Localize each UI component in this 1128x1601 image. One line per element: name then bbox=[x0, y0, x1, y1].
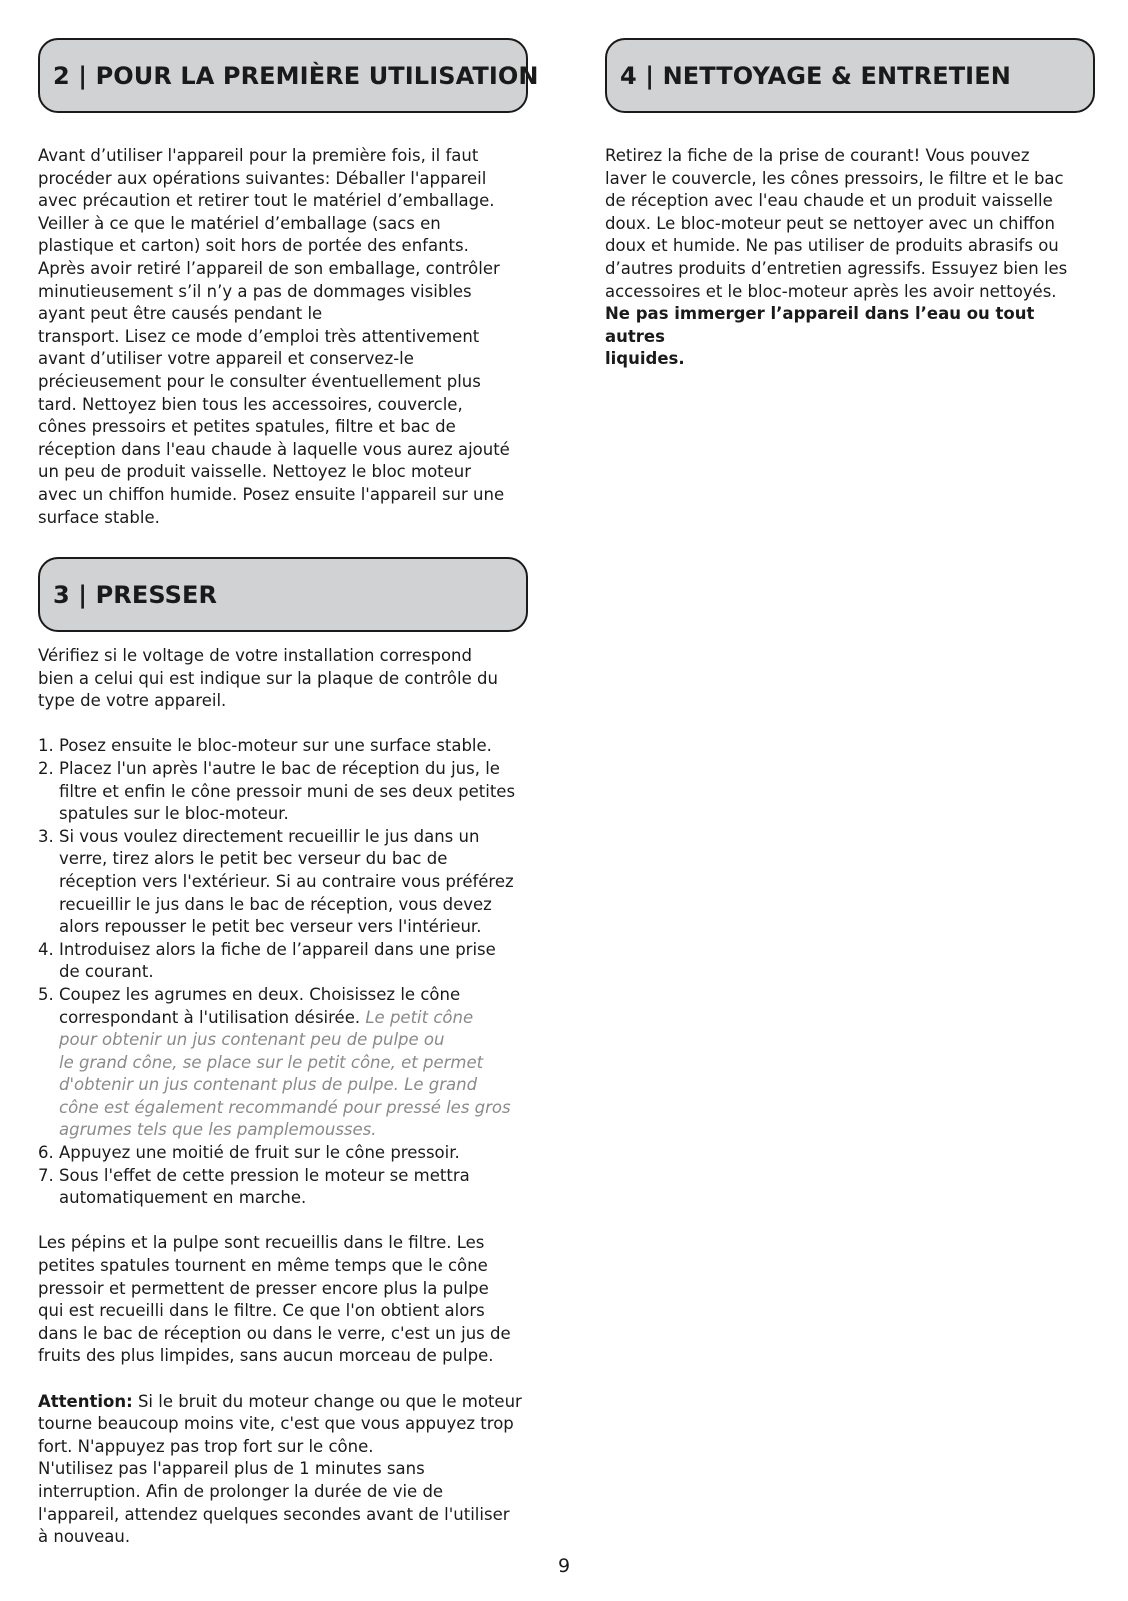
attention-paragraph bbox=[38, 1391, 538, 1549]
section-3-result: Les pépins et la pulpe sont recueillis dans le filtre. Les petites spatules tournent en même temps que le cône pressoir et permettent de presser encore plus la pulpe qui est recueilli dans le filtre. Ce que l'on obtient alors dans le bac de réception ou dans le verre, c'est un jus de fruits des plus limpides, sans aucun morceau de pulpe. bbox=[38, 1233, 511, 1366]
step-1: 1. Posez ensuite le bloc-moteur sur une surface stable. bbox=[38, 736, 492, 756]
section-2-heading bbox=[38, 38, 539, 113]
attention-label: Attention: bbox=[38, 1391, 133, 1411]
step-3: 3. Si vous voulez directement recueillir le jus dans un verre, tirez alors le petit bec verseur du bac de réception vers l'extérieur. Si au contraire vous préférez recueillir le jus dans le bac de réception, vous devez alors repousser le petit bec verseur vers l'intérieur. bbox=[38, 826, 514, 937]
section-4-warning: Ne pas immerger l’appareil dans l’eau ou tout autres liquides. bbox=[605, 304, 1035, 369]
section-4-heading bbox=[605, 38, 1095, 113]
step-4: 4. Introduisez alors la fiche de l’appareil dans une prise de courant. bbox=[38, 939, 496, 982]
section-3-content bbox=[38, 645, 538, 1549]
attention-text: Si le bruit du moteur change ou que le moteur tourne beaucoup moins vite, c'est que vous appuyez trop fort. N'appuyez pas trop fort sur le cône. N'utilisez pas l'appareil plus de 1 minutes sans interruption. Afin de prolonger la durée de vie de l'appareil, attendez quelques secondes avant de l'utiliser à nouveau. bbox=[38, 1391, 522, 1547]
section-4-content bbox=[605, 145, 1095, 371]
step-6: 6. Appuyez une moitié de fruit sur le cône pressoir. bbox=[38, 1143, 460, 1163]
step-2: 2. Placez l'un après l'autre le bac de réception du jus, le filtre et enfin le cône pressoir muni de ses deux petites spatules sur le bloc-moteur. bbox=[38, 758, 516, 824]
section-3-heading bbox=[38, 557, 528, 632]
steps-list bbox=[38, 735, 538, 1209]
section-4-title: 4 | NETTOYAGE & ENTRETIEN bbox=[620, 61, 1011, 90]
section-2-body: Avant d’utiliser l'appareil pour la première fois, il faut procéder aux opérations suivantes: Déballer l'appareil avec précaution et retirer tout le matériel d’emballage. Veiller à ce que le matériel d’emballage (sacs en plastique et carton) soit hors de portée des enfants. Après avoir retiré l’appareil de son emballage, contrôler minutieusement s’il n’y a pas de dommages visibles ayant peut être causés pendant le transport. Lisez ce mode d’emploi très attentivement avant d’utiliser votre appareil et conservez-le précieusement pour le consulter éventuellement plus tard. Nettoyez bien tous les accessoires, couvercle, cônes pressoirs et petites spatules, filtre et bac de réception dans l'eau chaude à laquelle vous aurez ajouté un peu de produit vaisselle. Nettoyez le bloc moteur avec un chiffon humide. Posez ensuite l'appareil sur une surface stable. bbox=[38, 146, 510, 527]
step-5-main: 5. Coupez les agrumes en deux. Choisissez le cône correspondant à l'utilisation désirée. bbox=[38, 984, 461, 1027]
step-7: 7. Sous l'effet de cette pression le moteur se mettra automatiquement en marche. bbox=[38, 1165, 470, 1208]
section-4-body: Retirez la fiche de la prise de courant! Vous pouvez laver le couvercle, les cônes pressoirs, le filtre et le bac de réception avec l'eau chaude et un produit vaisselle doux. Le bloc-moteur peut se nettoyer avec un chiffon doux et humide. Ne pas utiliser de produits abrasifs ou d’autres produits d’entretien agressifs. Essuyez bien les accessoires et le bloc-moteur après les avoir nettoyés. bbox=[605, 146, 1068, 301]
section-2-title: 2 | POUR LA PREMIÈRE UTILISATION bbox=[53, 61, 539, 90]
section-3-intro: Vérifiez si le voltage de votre installation correspond bien a celui qui est indique sur la plaque de contrôle du type de votre appareil. bbox=[38, 646, 498, 711]
step-5 bbox=[38, 984, 538, 1142]
page-number: 9 bbox=[557, 1555, 571, 1577]
section-3-title: 3 | PRESSER bbox=[53, 580, 218, 609]
step-5-note: Le petit cône pour obtenir un jus contenant peu de pulpe ou le grand cône, se place sur le petit cône, et permet d'obtenir un jus contenant plus de pulpe. Le grand cône est également recommandé pour pressé les gros agrumes tels que les pamplemousses. bbox=[59, 1007, 511, 1140]
section-2-content bbox=[38, 145, 528, 529]
